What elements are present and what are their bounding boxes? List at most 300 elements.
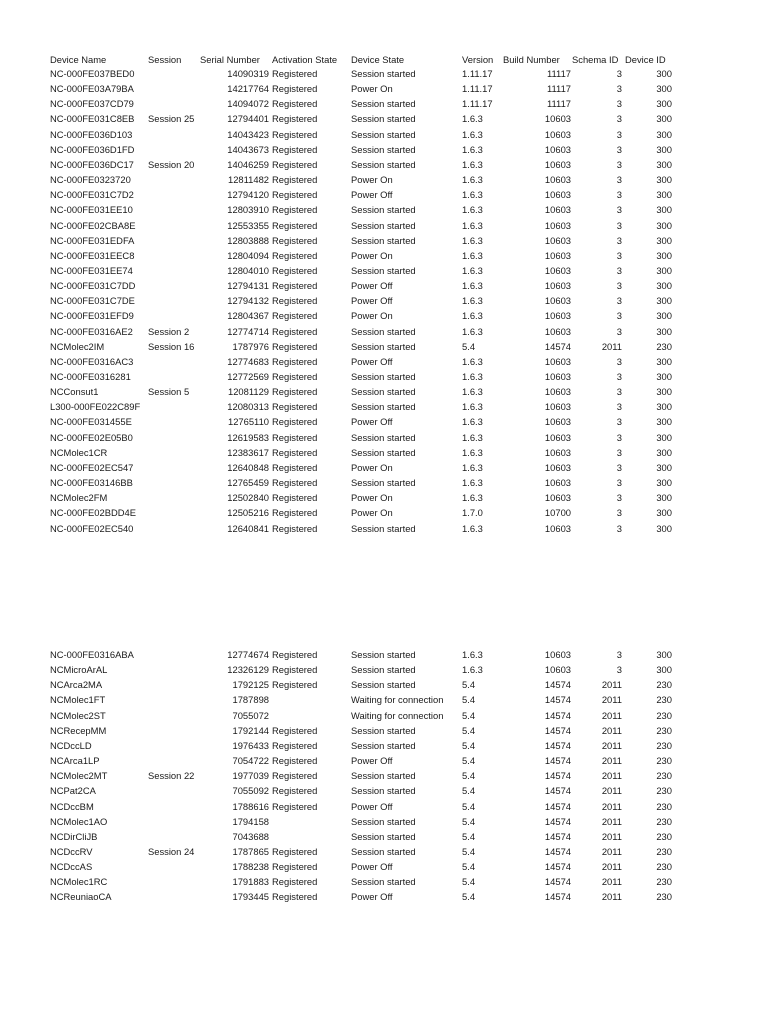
cell-activation-state: Registered <box>272 431 318 443</box>
cell-serial-number: 12383617 <box>227 446 269 458</box>
cell-device-id: 230 <box>656 785 672 797</box>
cell-device-state: Session started <box>351 386 416 398</box>
cell-device-name: NCDccAS <box>50 861 93 873</box>
cell-schema-id: 3 <box>616 386 622 398</box>
cell-activation-state: Registered <box>272 386 318 398</box>
cell-device-id: 300 <box>656 386 672 398</box>
cell-serial-number: 12794132 <box>227 295 269 307</box>
cell-version: 1.6.3 <box>462 295 483 307</box>
cell-build-number: 14574 <box>544 876 571 888</box>
cell-serial-number: 12619583 <box>227 431 269 443</box>
cell-build-number: 14574 <box>544 724 571 736</box>
cell-schema-id: 2011 <box>601 845 622 857</box>
cell-build-number: 14574 <box>544 739 571 751</box>
cell-session: Session 2 <box>148 325 190 337</box>
cell-schema-id: 3 <box>616 219 622 231</box>
cell-schema-id: 2011 <box>601 340 622 352</box>
table-row <box>0 218 768 233</box>
cell-schema-id: 2011 <box>601 755 622 767</box>
table-row <box>0 278 768 293</box>
cell-schema-id: 3 <box>616 492 622 504</box>
cell-device-id: 300 <box>656 128 672 140</box>
cell-build-number: 14574 <box>544 755 571 767</box>
cell-activation-state: Registered <box>272 507 318 519</box>
cell-device-id: 300 <box>656 189 672 201</box>
cell-schema-id: 3 <box>616 264 622 276</box>
cell-device-name: NC-000FE02CBA8E <box>50 219 136 231</box>
cell-activation-state: Registered <box>272 355 318 367</box>
cell-session: Session 16 <box>148 340 195 352</box>
cell-build-number: 10603 <box>544 295 571 307</box>
cell-activation-state: Registered <box>272 649 318 660</box>
cell-build-number: 14574 <box>544 800 571 812</box>
cell-device-state: Session started <box>351 68 416 79</box>
cell-serial-number: 14217764 <box>227 83 269 95</box>
cell-serial-number: 1791883 <box>232 876 269 888</box>
table-row <box>0 783 768 798</box>
cell-activation-state: Registered <box>272 98 318 110</box>
cell-schema-id: 3 <box>616 461 622 473</box>
cell-schema-id: 2011 <box>601 876 622 888</box>
cell-device-state: Power Off <box>351 189 393 201</box>
table-row <box>0 874 768 889</box>
cell-build-number: 10603 <box>544 446 571 458</box>
cell-activation-state: Registered <box>272 143 318 155</box>
cell-version: 1.6.3 <box>462 280 483 292</box>
cell-activation-state: Registered <box>272 770 318 782</box>
cell-schema-id: 3 <box>616 68 622 79</box>
cell-version: 1.6.3 <box>462 189 483 201</box>
cell-device-state: Session started <box>351 845 416 857</box>
cell-device-state: Session started <box>351 664 416 676</box>
cell-version: 5.4 <box>462 845 476 857</box>
cell-device-name: NCPat2CA <box>50 785 96 797</box>
table-row <box>0 187 768 202</box>
cell-version: 1.11.17 <box>462 68 493 79</box>
cell-device-id: 300 <box>656 219 672 231</box>
cell-device-id: 230 <box>656 679 672 691</box>
cell-device-name: NC-000FE031C7DE <box>50 295 135 307</box>
cell-activation-state: Registered <box>272 83 318 95</box>
table-row <box>0 233 768 248</box>
header-device-id: Device ID <box>625 54 666 65</box>
cell-session: Session 24 <box>148 845 195 857</box>
cell-schema-id: 3 <box>616 174 622 186</box>
cell-version: 1.6.3 <box>462 416 483 428</box>
cell-activation-state: Registered <box>272 174 318 186</box>
cell-version: 5.4 <box>462 815 476 827</box>
table-row <box>0 723 768 738</box>
cell-serial-number: 12794131 <box>227 280 269 292</box>
cell-schema-id: 3 <box>616 416 622 428</box>
cell-activation-state: Registered <box>272 664 318 676</box>
cell-device-name: NC-000FE0316AC3 <box>50 355 134 367</box>
cell-version: 1.6.3 <box>462 649 483 660</box>
cell-device-name: NCMolec1CR <box>50 446 108 458</box>
header-row <box>0 52 768 67</box>
cell-build-number: 14574 <box>544 709 571 721</box>
cell-version: 5.4 <box>462 876 476 888</box>
table-row <box>0 647 768 662</box>
cell-device-name: NCArca1LP <box>50 755 100 767</box>
cell-activation-state: Registered <box>272 785 318 797</box>
cell-build-number: 10603 <box>544 143 571 155</box>
cell-build-number: 14574 <box>544 891 571 903</box>
cell-serial-number: 1793445 <box>232 891 269 903</box>
cell-device-state: Session started <box>351 724 416 736</box>
cell-version: 1.6.3 <box>462 219 483 231</box>
cell-version: 1.6.3 <box>462 143 483 155</box>
table-row <box>0 81 768 96</box>
table-row <box>0 369 768 384</box>
cell-version: 5.4 <box>462 709 476 721</box>
cell-device-state: Power On <box>351 249 393 261</box>
table-row <box>0 505 768 520</box>
cell-device-name: NC-000FE037BED0 <box>50 68 135 79</box>
cell-device-state: Power Off <box>351 280 393 292</box>
cell-build-number: 10603 <box>544 416 571 428</box>
cell-schema-id: 3 <box>616 234 622 246</box>
table-row <box>0 753 768 768</box>
cell-device-id: 300 <box>656 522 672 534</box>
cell-version: 1.6.3 <box>462 492 483 504</box>
table-row <box>0 263 768 278</box>
cell-device-id: 300 <box>656 355 672 367</box>
table-row <box>0 324 768 339</box>
cell-schema-id: 3 <box>616 280 622 292</box>
cell-activation-state: Registered <box>272 234 318 246</box>
cell-device-state: Session started <box>351 340 416 352</box>
cell-device-name: NCDirCliJB <box>50 830 98 842</box>
cell-serial-number: 1787976 <box>232 340 269 352</box>
cell-device-name: NCDccRV <box>50 845 93 857</box>
cell-version: 5.4 <box>462 340 476 352</box>
cell-version: 1.6.3 <box>462 113 483 125</box>
table-row <box>0 111 768 126</box>
header-session: Session <box>148 54 182 65</box>
cell-serial-number: 12326129 <box>227 664 269 676</box>
cell-device-state: Session started <box>351 219 416 231</box>
cell-device-name: NC-000FE031EEC8 <box>50 249 135 261</box>
cell-version: 1.6.3 <box>462 664 483 676</box>
cell-serial-number: 12505216 <box>227 507 269 519</box>
cell-device-id: 300 <box>656 295 672 307</box>
cell-device-name: NCMolec2MT <box>50 770 108 782</box>
cell-serial-number: 14090319 <box>227 68 269 79</box>
cell-activation-state: Registered <box>272 891 318 903</box>
cell-device-id: 230 <box>656 709 672 721</box>
cell-version: 1.6.3 <box>462 386 483 398</box>
cell-activation-state: Registered <box>272 461 318 473</box>
cell-device-id: 300 <box>656 280 672 292</box>
cell-device-id: 300 <box>656 68 672 79</box>
table-row <box>0 692 768 707</box>
cell-version: 1.6.3 <box>462 204 483 216</box>
cell-activation-state: Registered <box>272 800 318 812</box>
cell-device-id: 300 <box>656 234 672 246</box>
cell-device-id: 300 <box>656 649 672 660</box>
cell-version: 1.6.3 <box>462 264 483 276</box>
cell-build-number: 11117 <box>547 83 571 95</box>
cell-serial-number: 12804010 <box>227 264 269 276</box>
cell-serial-number: 12772569 <box>227 371 269 382</box>
cell-device-state: Power On <box>351 492 393 504</box>
cell-build-number: 10603 <box>544 492 571 504</box>
cell-device-state: Session started <box>351 401 416 413</box>
cell-build-number: 10700 <box>544 507 571 519</box>
cell-schema-id: 3 <box>616 295 622 307</box>
cell-serial-number: 1794158 <box>232 815 269 827</box>
table-row <box>0 354 768 369</box>
cell-device-name: NCMolec2ST <box>50 709 106 721</box>
cell-activation-state: Registered <box>272 724 318 736</box>
cell-device-id: 230 <box>656 755 672 767</box>
cell-device-state: Session started <box>351 770 416 782</box>
table-row <box>0 844 768 859</box>
cell-serial-number: 7043688 <box>232 830 269 842</box>
cell-schema-id: 3 <box>616 158 622 170</box>
cell-schema-id: 2011 <box>601 861 622 873</box>
cell-device-name: NC-000FE031C7DD <box>50 280 136 292</box>
cell-device-name: NC-000FE02EC540 <box>50 522 134 534</box>
table-row <box>0 142 768 157</box>
cell-serial-number: 12794120 <box>227 189 269 201</box>
cell-device-name: NCReuniaoCA <box>50 891 112 903</box>
cell-build-number: 14574 <box>544 785 571 797</box>
cell-version: 5.4 <box>462 861 476 873</box>
cell-version: 5.4 <box>462 739 476 751</box>
table-row <box>0 490 768 505</box>
cell-serial-number: 12804094 <box>227 249 269 261</box>
table-row <box>0 768 768 783</box>
cell-activation-state: Registered <box>272 189 318 201</box>
cell-serial-number: 12774714 <box>227 325 269 337</box>
cell-schema-id: 2011 <box>601 830 622 842</box>
cell-activation-state: Registered <box>272 295 318 307</box>
cell-device-id: 300 <box>656 371 672 382</box>
cell-device-state: Session started <box>351 785 416 797</box>
cell-serial-number: 12640848 <box>227 461 269 473</box>
cell-device-id: 300 <box>656 325 672 337</box>
cell-device-name: NC-000FE02E05B0 <box>50 431 133 443</box>
cell-device-state: Session started <box>351 830 416 842</box>
cell-serial-number: 7054722 <box>232 755 269 767</box>
table-row <box>0 202 768 217</box>
cell-serial-number: 7055092 <box>232 785 269 797</box>
cell-device-id: 300 <box>656 664 672 676</box>
cell-activation-state: Registered <box>272 204 318 216</box>
cell-serial-number: 12765110 <box>227 416 269 428</box>
cell-device-id: 230 <box>656 891 672 903</box>
cell-device-id: 230 <box>656 724 672 736</box>
cell-device-state: Power Off <box>351 891 393 903</box>
cell-device-name: NC-000FE0316ABA <box>50 649 134 660</box>
cell-device-name: NC-000FE031EE10 <box>50 204 133 216</box>
cell-device-id: 300 <box>656 310 672 322</box>
cell-schema-id: 3 <box>616 355 622 367</box>
cell-serial-number: 14043423 <box>227 128 269 140</box>
cell-device-name: NC-000FE03A79BA <box>50 83 134 95</box>
cell-version: 1.6.3 <box>462 446 483 458</box>
cell-serial-number: 12811482 <box>227 174 269 186</box>
cell-activation-state: Registered <box>272 522 318 534</box>
cell-activation-state: Registered <box>272 492 318 504</box>
cell-build-number: 10603 <box>544 325 571 337</box>
cell-device-id: 300 <box>656 461 672 473</box>
cell-device-id: 230 <box>656 694 672 706</box>
cell-device-name: NCMicroArAL <box>50 664 108 676</box>
cell-serial-number: 12774674 <box>227 649 269 660</box>
cell-device-name: NC-000FE036DC17 <box>50 158 134 170</box>
cell-device-name: NC-000FE031EFD9 <box>50 310 134 322</box>
cell-schema-id: 3 <box>616 522 622 534</box>
cell-device-name: NCMolec1AO <box>50 815 108 827</box>
cell-build-number: 10603 <box>544 310 571 322</box>
cell-build-number: 10603 <box>544 461 571 473</box>
cell-device-id: 300 <box>656 446 672 458</box>
cell-device-name: NCRecepMM <box>50 724 107 736</box>
cell-version: 1.6.3 <box>462 234 483 246</box>
cell-activation-state: Registered <box>272 325 318 337</box>
cell-serial-number: 12774683 <box>227 355 269 367</box>
cell-activation-state: Registered <box>272 68 318 79</box>
cell-device-id: 300 <box>656 113 672 125</box>
cell-device-id: 300 <box>656 507 672 519</box>
cell-serial-number: 12765459 <box>227 477 269 489</box>
cell-serial-number: 12553355 <box>227 219 269 231</box>
cell-schema-id: 3 <box>616 507 622 519</box>
cell-serial-number: 14043673 <box>227 143 269 155</box>
table-row <box>0 127 768 142</box>
cell-device-name: L300-000FE022C89F <box>50 401 141 413</box>
cell-device-id: 230 <box>656 861 672 873</box>
cell-device-state: Session started <box>351 431 416 443</box>
cell-activation-state: Registered <box>272 249 318 261</box>
cell-activation-state: Registered <box>272 280 318 292</box>
cell-build-number: 10603 <box>544 189 571 201</box>
cell-version: 5.4 <box>462 800 476 812</box>
cell-device-id: 230 <box>656 845 672 857</box>
cell-schema-id: 2011 <box>601 785 622 797</box>
cell-device-id: 300 <box>656 83 672 95</box>
cell-schema-id: 2011 <box>601 694 622 706</box>
cell-device-id: 230 <box>656 800 672 812</box>
cell-session: Session 5 <box>148 386 190 398</box>
cell-version: 5.4 <box>462 755 476 767</box>
cell-build-number: 10603 <box>544 113 571 125</box>
cell-build-number: 10603 <box>544 371 571 382</box>
cell-device-state: Session started <box>351 113 416 125</box>
cell-device-state: Session started <box>351 739 416 751</box>
cell-schema-id: 3 <box>616 143 622 155</box>
cell-build-number: 10603 <box>544 355 571 367</box>
cell-device-name: NC-000FE031EE74 <box>50 264 133 276</box>
table-row <box>0 662 768 677</box>
cell-activation-state: Registered <box>272 845 318 857</box>
cell-version: 1.6.3 <box>462 431 483 443</box>
cell-build-number: 10603 <box>544 264 571 276</box>
table-row <box>0 248 768 263</box>
cell-device-id: 230 <box>656 830 672 842</box>
cell-device-state: Session started <box>351 446 416 458</box>
cell-device-state: Session started <box>351 815 416 827</box>
table-row <box>0 889 768 904</box>
cell-device-state: Waiting for connection <box>351 694 444 706</box>
cell-device-state: Session started <box>351 234 416 246</box>
cell-build-number: 14574 <box>544 830 571 842</box>
cell-version: 5.4 <box>462 830 476 842</box>
cell-device-state: Session started <box>351 325 416 337</box>
cell-build-number: 10603 <box>544 219 571 231</box>
cell-schema-id: 3 <box>616 371 622 382</box>
cell-activation-state: Registered <box>272 416 318 428</box>
cell-serial-number: 12080313 <box>227 401 269 413</box>
cell-version: 5.4 <box>462 891 476 903</box>
cell-serial-number: 14094072 <box>227 98 269 110</box>
cell-version: 1.6.3 <box>462 128 483 140</box>
table-row <box>0 293 768 308</box>
cell-device-name: NC-000FE031455E <box>50 416 132 428</box>
cell-device-name: NCMolec1RC <box>50 876 108 888</box>
cell-device-state: Session started <box>351 204 416 216</box>
cell-schema-id: 3 <box>616 98 622 110</box>
cell-schema-id: 3 <box>616 325 622 337</box>
cell-device-name: NC-000FE0316AE2 <box>50 325 133 337</box>
cell-serial-number: 12640841 <box>227 522 269 534</box>
header-version: Version <box>462 54 494 65</box>
cell-device-state: Session started <box>351 158 416 170</box>
cell-device-state: Power Off <box>351 416 393 428</box>
cell-device-state: Session started <box>351 522 416 534</box>
cell-device-name: NC-000FE036D103 <box>50 128 133 140</box>
cell-device-id: 300 <box>656 264 672 276</box>
cell-device-id: 230 <box>656 876 672 888</box>
cell-device-state: Session started <box>351 143 416 155</box>
cell-device-name: NCMolec2FM <box>50 492 108 504</box>
cell-activation-state: Registered <box>272 128 318 140</box>
table-row <box>0 814 768 829</box>
cell-activation-state: Registered <box>272 861 318 873</box>
cell-device-id: 300 <box>656 143 672 155</box>
header-build-number: Build Number <box>503 54 560 65</box>
cell-schema-id: 2011 <box>601 724 622 736</box>
cell-device-state: Power On <box>351 310 393 322</box>
cell-schema-id: 3 <box>616 477 622 489</box>
cell-build-number: 10603 <box>544 158 571 170</box>
cell-device-state: Power Off <box>351 355 393 367</box>
cell-device-id: 230 <box>656 739 672 751</box>
cell-version: 1.11.17 <box>462 83 493 95</box>
cell-schema-id: 3 <box>616 113 622 125</box>
cell-device-state: Waiting for connection <box>351 709 444 721</box>
cell-activation-state: Registered <box>272 876 318 888</box>
cell-device-name: NC-000FE031C8EB <box>50 113 135 125</box>
table-row <box>0 738 768 753</box>
cell-device-id: 230 <box>656 340 672 352</box>
cell-version: 1.6.3 <box>462 371 483 382</box>
cell-device-name: NCArca2MA <box>50 679 103 691</box>
cell-device-state: Power On <box>351 83 393 95</box>
table-row <box>0 308 768 323</box>
cell-session: Session 22 <box>148 770 195 782</box>
cell-device-id: 300 <box>656 416 672 428</box>
cell-device-name: NCConsut1 <box>50 386 99 398</box>
cell-activation-state: Registered <box>272 310 318 322</box>
cell-device-state: Power On <box>351 174 393 186</box>
cell-device-name: NC-000FE037CD79 <box>50 98 134 110</box>
cell-schema-id: 3 <box>616 431 622 443</box>
table-row <box>0 475 768 490</box>
